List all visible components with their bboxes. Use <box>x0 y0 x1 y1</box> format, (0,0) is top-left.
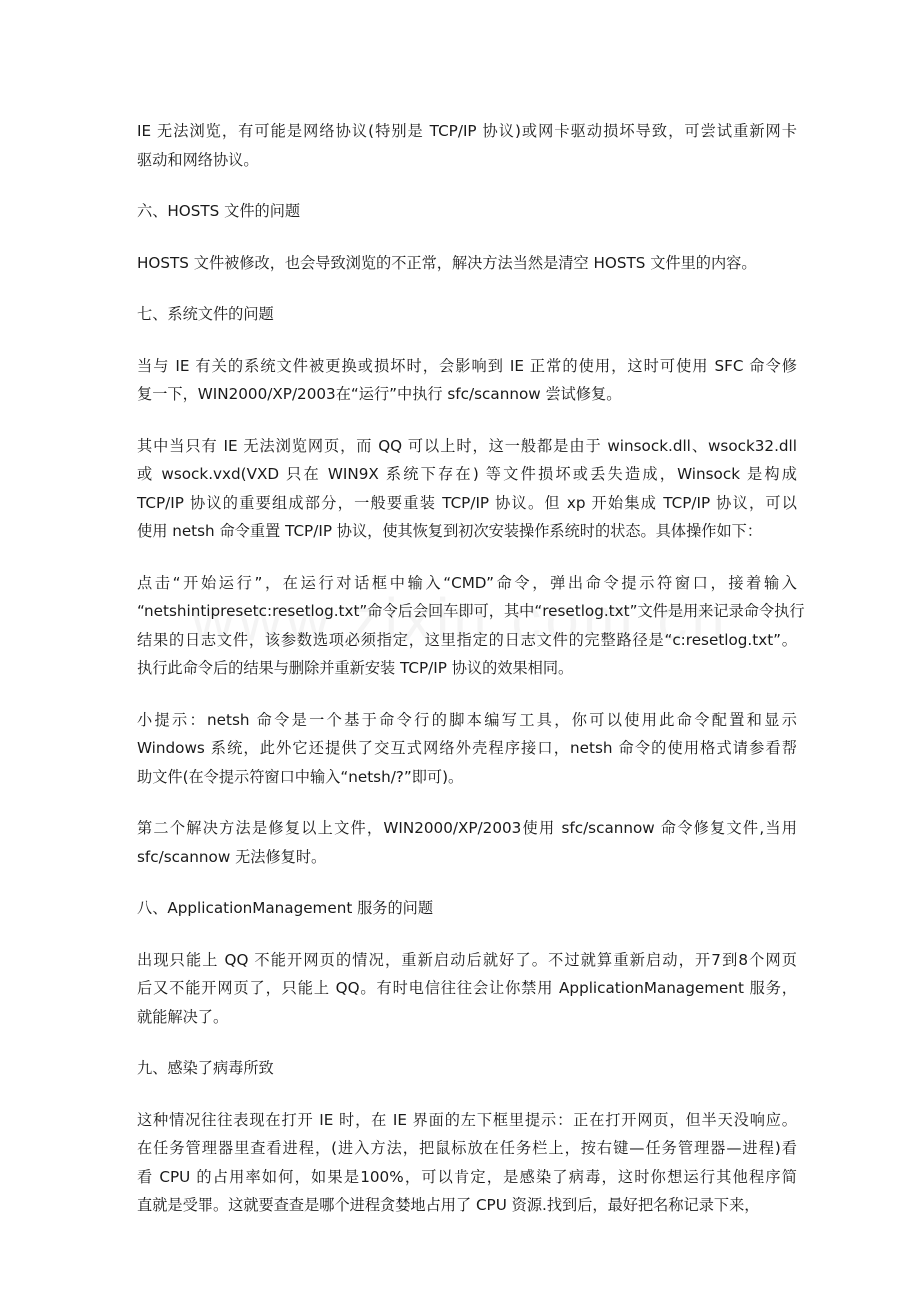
section-heading: 八、ApplicationManagement 服务的问题 <box>137 899 434 917</box>
text-line: “netshintipresetc:resetlog.txt”命令后会回车即可，其中“resetlog.txt”文件是用来记录命令执行 <box>137 602 805 620</box>
section-heading: 六、HOSTS 文件的问题 <box>137 202 301 220</box>
paragraph <box>137 352 797 409</box>
document-body <box>137 117 805 1243</box>
text-line: 点击“开始运行”，在运行对话框中输入“CMD”命令，弹出命令提示符窗口，接着输入 <box>137 573 797 592</box>
text-line: 小提示：netsh 命令是一个基于命令行的脚本编写工具，你可以使用此命令配置和显示 <box>137 710 797 729</box>
text-line: sfc/scannow 无法修复时。 <box>137 847 327 866</box>
text-line: 直就是受罪。这就要查查是哪个进程贪婪地占用了 CPU 资源.找到后，最好把名称记录下来， <box>137 1196 760 1214</box>
paragraph <box>137 706 797 792</box>
paragraph <box>137 814 797 871</box>
paragraph <box>137 117 797 174</box>
text-line: 看 CPU 的占用率如何，如果是100%，可以肯定，是感染了病毒，这时你想运行其他程序简 <box>137 1167 797 1186</box>
text-line: 助文件(在令提示符窗口中输入“netsh/?”即可)。 <box>137 767 464 786</box>
text-line: 后又不能开网页了，只能上 QQ。有时电信往往会让你禁用 ApplicationManagement 服务， <box>137 979 797 997</box>
text-line: 就能解决了。 <box>137 1007 229 1026</box>
text-line: 当与 IE 有关的系统文件被更换或损坏时，会影响到 IE 正常的使用，这时可使用 SFC 命令修 <box>137 356 797 375</box>
section-heading: 七、系统文件的问题 <box>137 305 274 323</box>
text-line: 或 wsock.vxd(VXD 只在 WIN9X 系统下存在) 等文件损坏或丢失造成，Winsock 是构成 <box>137 465 797 483</box>
section-heading: 九、感染了病毒所致 <box>137 1059 274 1077</box>
text-line: 这种情况往往表现在打开 IE 时，在 IE 界面的左下框里提示：正在打开网页，但半天没响应。 <box>137 1110 797 1129</box>
paragraph <box>137 1106 797 1220</box>
text-line: 在任务管理器里查看进程，(进入方法，把鼠标放在任务栏上，按右键—任务管理器—进程)看 <box>137 1139 797 1157</box>
text-line: 驱动和网络协议。 <box>137 150 259 169</box>
text-line: 使用 netsh 命令重置 TCP/IP 协议，使其恢复到初次安装操作系统时的状态。具体操作如下： <box>137 522 763 540</box>
text-line: 结果的日志文件，该参数选项必须指定，这里指定的日志文件的完整路径是“c:resetlog.txt”。 <box>137 630 797 649</box>
text-line: Windows 系统，此外它还提供了交互式网络外壳程序接口，netsh 命令的使用格式请参看帮 <box>137 739 797 757</box>
text-line: IE 无法浏览，有可能是网络协议(特别是 TCP/IP 协议)或网卡驱动损坏导致，可尝试重新网卡 <box>137 122 797 140</box>
paragraph <box>137 569 805 683</box>
text-line: 执行此命令后的结果与删除并重新安装 TCP/IP 协议的效果相同。 <box>137 659 574 677</box>
text-line: 出现只能上 QQ 不能开网页的情况，重新启动后就好了。不过就算重新启动，开7到8个网页 <box>137 950 797 969</box>
text-line: 复一下，WIN2000/XP/2003在“运行”中执行 sfc/scannow 尝试修复。 <box>137 385 622 403</box>
text-line: TCP/IP 协议的重要组成部分，一般要重装 TCP/IP 协议。但 xp 开始集成 TCP/IP 协议，可以 <box>137 493 797 512</box>
text-line: 其中当只有 IE 无法浏览网页，而 QQ 可以上时，这一般都是由于 winsock.dll、wsock32.dll <box>137 436 797 455</box>
paragraph <box>137 432 797 546</box>
paragraph <box>137 946 797 1032</box>
paragraph <box>137 249 797 278</box>
text-line: HOSTS 文件被修改，也会导致浏览的不正常，解决方法当然是清空 HOSTS 文件里的内容。 <box>137 253 757 272</box>
text-line: 第二个解决方法是修复以上文件，WIN2000/XP/2003使用 sfc/scannow 命令修复文件,当用 <box>137 819 797 837</box>
